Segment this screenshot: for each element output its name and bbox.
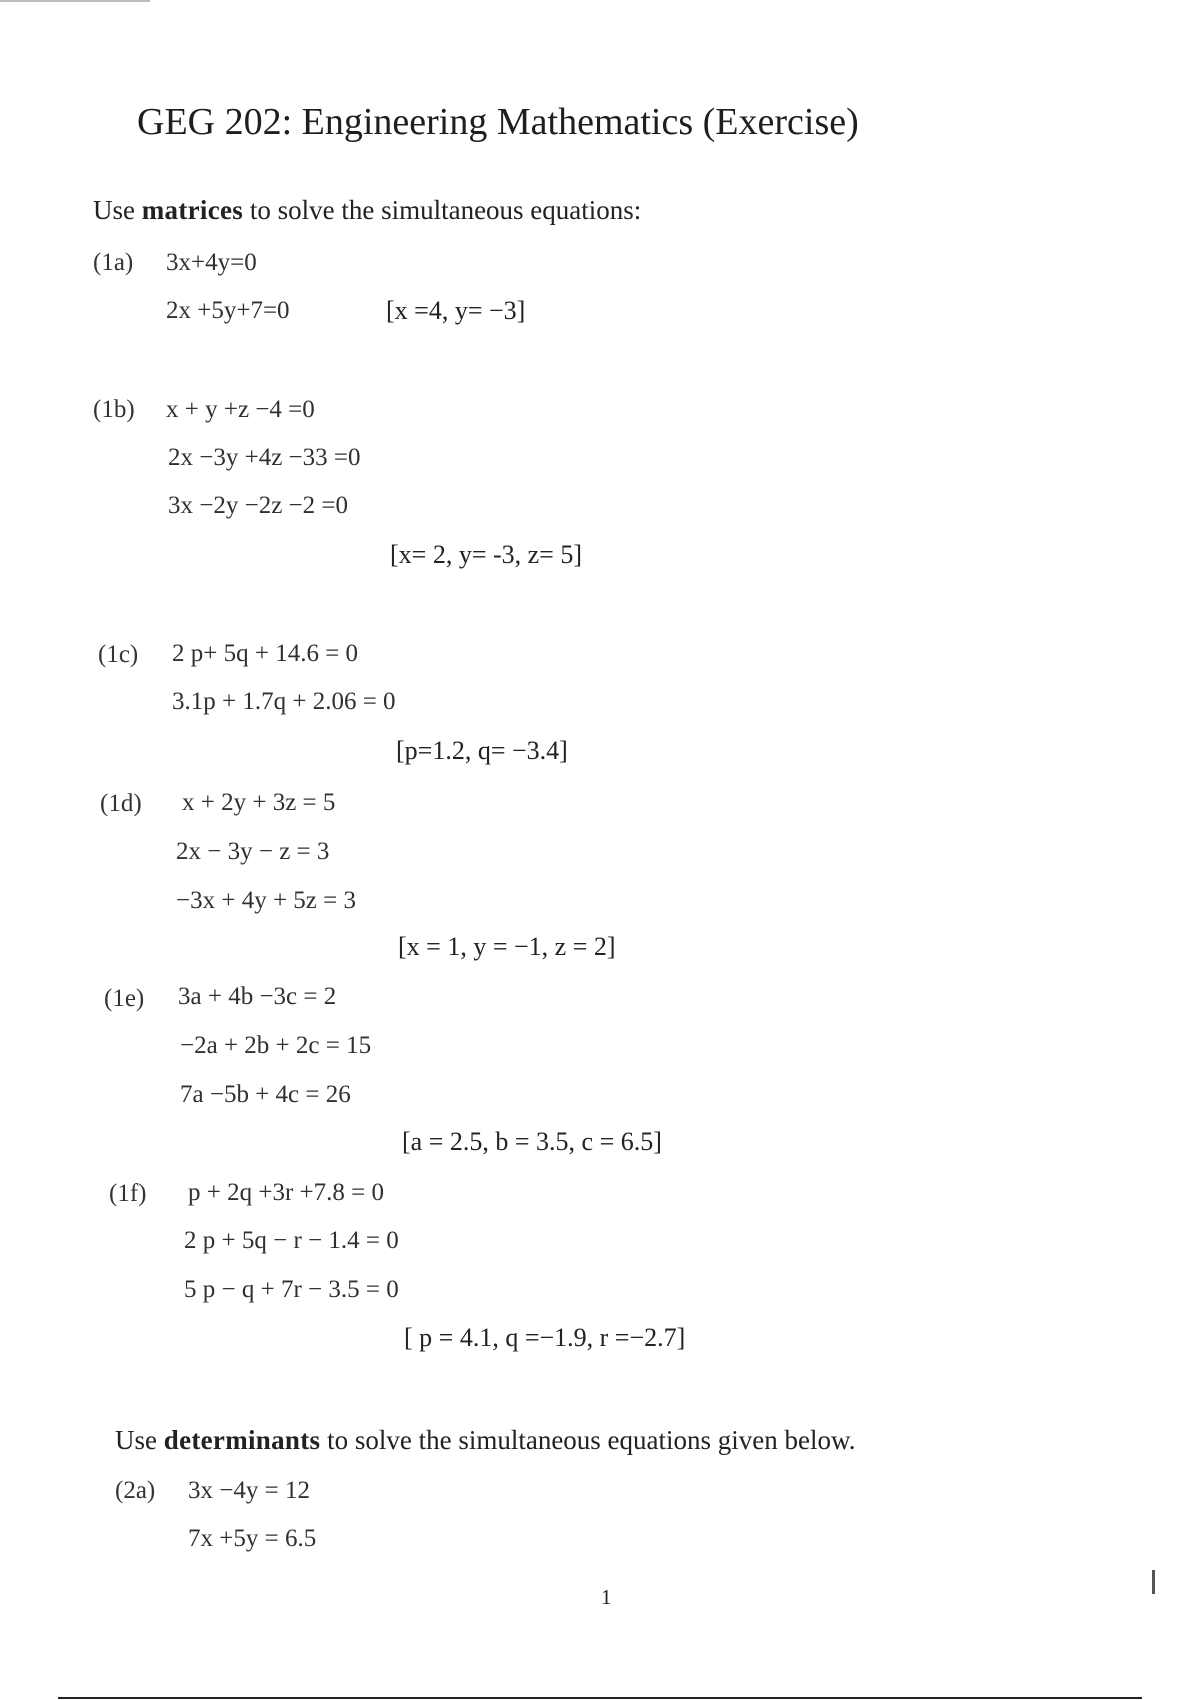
page-number: 1 xyxy=(601,1585,612,1609)
equation: −3x + 4y + 5z = 3 xyxy=(176,887,356,914)
equation: 2x +5y+7=0 xyxy=(166,297,290,324)
answer-1d: [x = 1, y = −1, z = 2] xyxy=(398,932,616,961)
problem-label-1f: (1f) xyxy=(109,1180,147,1207)
problem-label-1d: (1d) xyxy=(100,790,142,817)
equation: 2x −3y +4z −33 =0 xyxy=(168,444,361,471)
problem-label-1a: (1a) xyxy=(93,249,134,276)
instruction-keyword: determinants xyxy=(163,1425,321,1455)
section2-instruction xyxy=(115,1425,856,1456)
equation: 3x −4y = 12 xyxy=(188,1477,310,1504)
equation: 3x −2y −2z −2 =0 xyxy=(168,492,348,519)
problem-label-1b: (1b) xyxy=(93,396,135,423)
scan-mark xyxy=(1152,1570,1155,1594)
page-title: GEG 202: Engineering Mathematics (Exercise) xyxy=(137,101,859,143)
instruction-text: to solve the simultaneous equations given below. xyxy=(320,1425,856,1455)
page-bottom-rule xyxy=(58,1697,1142,1699)
equation: 3a + 4b −3c = 2 xyxy=(178,983,337,1010)
equation: 3x+4y=0 xyxy=(166,249,257,276)
section1-instruction xyxy=(93,195,641,226)
equation: 5 p − q + 7r − 3.5 = 0 xyxy=(184,1276,399,1303)
answer-1f: [ p = 4.1, q =−1.9, r =−2.7] xyxy=(404,1323,686,1352)
equation: x + 2y + 3z = 5 xyxy=(182,789,336,816)
scan-edge-mark xyxy=(0,0,150,2)
equation: −2a + 2b + 2c = 15 xyxy=(180,1032,372,1059)
instruction-text: Use xyxy=(115,1425,164,1455)
instruction-text: Use xyxy=(93,195,142,225)
instruction-text: to solve the simultaneous equations: xyxy=(243,195,642,225)
equation: 2 p + 5q − r − 1.4 = 0 xyxy=(184,1227,399,1254)
problem-label-2a: (2a) xyxy=(115,1477,156,1504)
equation: 7x +5y = 6.5 xyxy=(188,1525,317,1552)
equation: x + y +z −4 =0 xyxy=(166,396,315,423)
answer-1a: [x =4, y= −3] xyxy=(386,296,526,325)
problem-label-1c: (1c) xyxy=(98,641,139,668)
equation: p + 2q +3r +7.8 = 0 xyxy=(188,1179,384,1206)
answer-1e: [a = 2.5, b = 3.5, c = 6.5] xyxy=(402,1127,662,1156)
problem-label-1e: (1e) xyxy=(104,985,145,1012)
answer-1b: [x= 2, y= -3, z= 5] xyxy=(390,540,583,569)
equation: 2 p+ 5q + 14.6 = 0 xyxy=(172,640,359,667)
instruction-keyword: matrices xyxy=(141,195,244,225)
equation: 7a −5b + 4c = 26 xyxy=(180,1081,351,1108)
equation: 2x − 3y − z = 3 xyxy=(176,838,330,865)
equation: 3.1p + 1.7q + 2.06 = 0 xyxy=(172,688,396,715)
answer-1c: [p=1.2, q= −3.4] xyxy=(396,736,568,765)
